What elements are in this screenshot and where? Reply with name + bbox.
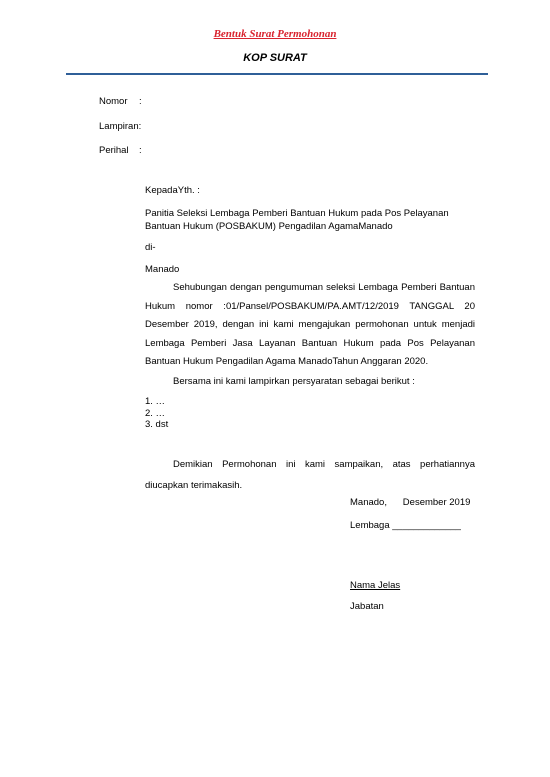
perihal-label: Perihal [99, 145, 129, 156]
perihal-colon: : [139, 145, 142, 156]
recipient-name: Panitia Seleksi Lembaga Pemberi Bantuan Hukum pada Pos Pelayanan Bantuan Hukum (POSBAKUM) Pengadilan AgamaManado [145, 208, 449, 232]
form-title: Bentuk Surat Permohonan [213, 28, 337, 40]
recipient-di: di- [145, 242, 156, 253]
list-item: 3. dst [145, 419, 169, 430]
nomor-label: Nomor [99, 96, 128, 107]
list-item: 2. … [145, 407, 166, 419]
meta-perihal [99, 145, 142, 156]
salutation: KepadaYth. : [145, 185, 200, 196]
meta-nomor [99, 96, 142, 107]
paragraph-opening: Sehubungan dengan pengumuman seleksi Lembaga Pemberi Bantuan Hukum nomor :01/Pansel/POSBAKUM/PA.AMT/12/2019 TANGGAL 20 Desember 2019, dengan ini kami mengajukan permohonan untuk menjadi Lembaga Pemberi Jasa Layanan Bantuan Hukum pada Pos Pelayanan Bantuan Hukum Pengadilan Agama ManadoTahun Anggaran 2020. [145, 282, 475, 367]
list-item: 1. … [145, 396, 166, 407]
kop-surat-heading: KOP SURAT [243, 52, 307, 64]
closing-paragraph: Demikian Permohonan ini kami sampaikan, atas perhatiannya diucapkan terimakasih. [145, 459, 475, 491]
nomor-colon: : [139, 96, 142, 107]
lembaga-line: Lembaga _____________ [350, 520, 461, 531]
paragraph-attachments: Bersama ini kami lampirkan persyaratan sebagai berikut : [173, 376, 415, 387]
meta-lampiran [99, 121, 141, 132]
requirements-list [145, 396, 168, 431]
nama-jelas: Nama Jelas [350, 580, 401, 591]
place-date: Manado, Desember 2019 [350, 497, 471, 508]
jabatan: Jabatan [350, 601, 384, 612]
recipient-city: Manado [145, 264, 180, 275]
header-divider [66, 73, 488, 75]
lampiran-label: Lampiran: [99, 121, 142, 132]
